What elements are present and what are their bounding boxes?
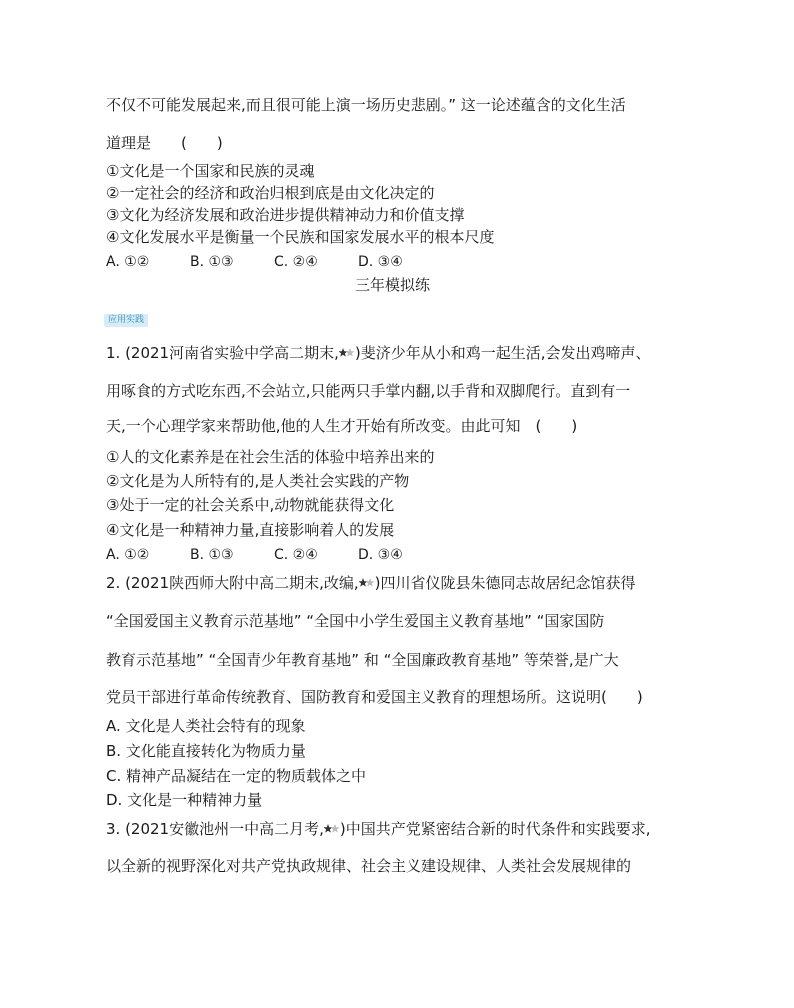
q2-line-2: “全国爱国主义教育示范基地” “全国中小学生爱国主义教育基地” “国家国防 — [106, 612, 605, 630]
difficulty-star-icon — [339, 347, 355, 359]
intro-line-2: 道理是 ( ) — [106, 134, 223, 152]
q3-line-1-rest: )中国共产党紧密结合新的时代条件和实践要求, — [339, 820, 651, 838]
q1-option-d: D. ③④ — [358, 547, 403, 563]
q0-option-d: D. ③④ — [358, 254, 403, 270]
q2-option-c: C. 精神产品凝结在一定的物质载体之中 — [106, 767, 367, 785]
q2-line-3: 教育示范基地” “全国青少年教育基地” 和 “全国廉政教育基地” 等荣誉,是广大 — [106, 651, 619, 669]
q2-line-1-rest: )四川省仪陇县朱德同志故居纪念馆获得 — [374, 574, 636, 592]
q2-prefix: 2. (2021陕西师大附中高二期末,改编, — [106, 574, 359, 592]
q0-option-c: C. ②④ — [274, 254, 318, 270]
q2-option-a: A. 文化是人类社会特有的现象 — [106, 717, 306, 735]
q2-line-1 — [106, 573, 636, 593]
q2-option-b: B. 文化能直接转化为物质力量 — [106, 742, 306, 760]
q3-line-1 — [106, 819, 651, 839]
q0-options — [106, 252, 442, 272]
difficulty-star-icon — [359, 577, 375, 589]
q1-line-3: 天,一个心理学家来帮助他,他的人生才开始有所改变。由此可知 ( ) — [106, 417, 578, 435]
q1-options — [106, 545, 442, 565]
q3-prefix: 3. (2021安徽池州一中高二月考, — [106, 820, 324, 838]
q1-item-4: ④文化是一种精神力量,直接影响着人的发展 — [106, 521, 395, 539]
intro-line-1: 不仅不可能发展起来,而且很可能上演一场历史悲剧。” 这一论述蕴含的文化生活 — [106, 96, 626, 114]
q0-option-b: B. ①③ — [190, 254, 234, 270]
q1-item-3: ③处于一定的社会关系中,动物就能获得文化 — [106, 496, 395, 514]
q0-item-3: ③文化为经济发展和政治进步提供精神动力和价值支撑 — [106, 206, 465, 224]
q1-option-c: C. ②④ — [274, 547, 318, 563]
section-tag: 应用实践 — [104, 314, 148, 327]
difficulty-star-icon — [324, 823, 340, 835]
section-title: 三年模拟练 — [355, 276, 431, 294]
q1-item-1: ①人的文化素养是在社会生活的体验中培养出来的 — [106, 448, 435, 466]
q1-prefix: 1. (2021河南省实验中学高二期末, — [106, 344, 339, 362]
q2-line-4: 党员干部进行革命传统教育、国防教育和爱国主义教育的理想场所。这说明( ) — [106, 688, 643, 706]
q2-option-d: D. 文化是一种精神力量 — [106, 791, 263, 809]
q3-line-2: 以全新的视野深化对共产党执政规律、社会主义建设规律、人类社会发展规律的 — [106, 857, 632, 875]
q0-item-2: ②一定社会的经济和政治归根到底是由文化决定的 — [106, 184, 435, 202]
q1-line-1 — [106, 343, 651, 363]
q0-item-4: ④文化发展水平是衡量一个民族和国家发展水平的根本尺度 — [106, 228, 495, 246]
q1-item-2: ②文化是为人所特有的,是人类社会实践的产物 — [106, 472, 410, 490]
q0-item-1: ①文化是一个国家和民族的灵魂 — [106, 162, 315, 180]
q1-option-b: B. ①③ — [190, 547, 234, 563]
q1-option-a: A. ①② — [106, 547, 150, 563]
q1-line-1-rest: )斐济少年从小和鸡一起生活,会发出鸡啼声、 — [354, 344, 651, 362]
q0-option-a: A. ①② — [106, 254, 150, 270]
q1-line-2: 用啄食的方式吃东西,不会站立,只能两只手掌内翻,以手背和双脚爬行。直到有一 — [106, 382, 631, 400]
